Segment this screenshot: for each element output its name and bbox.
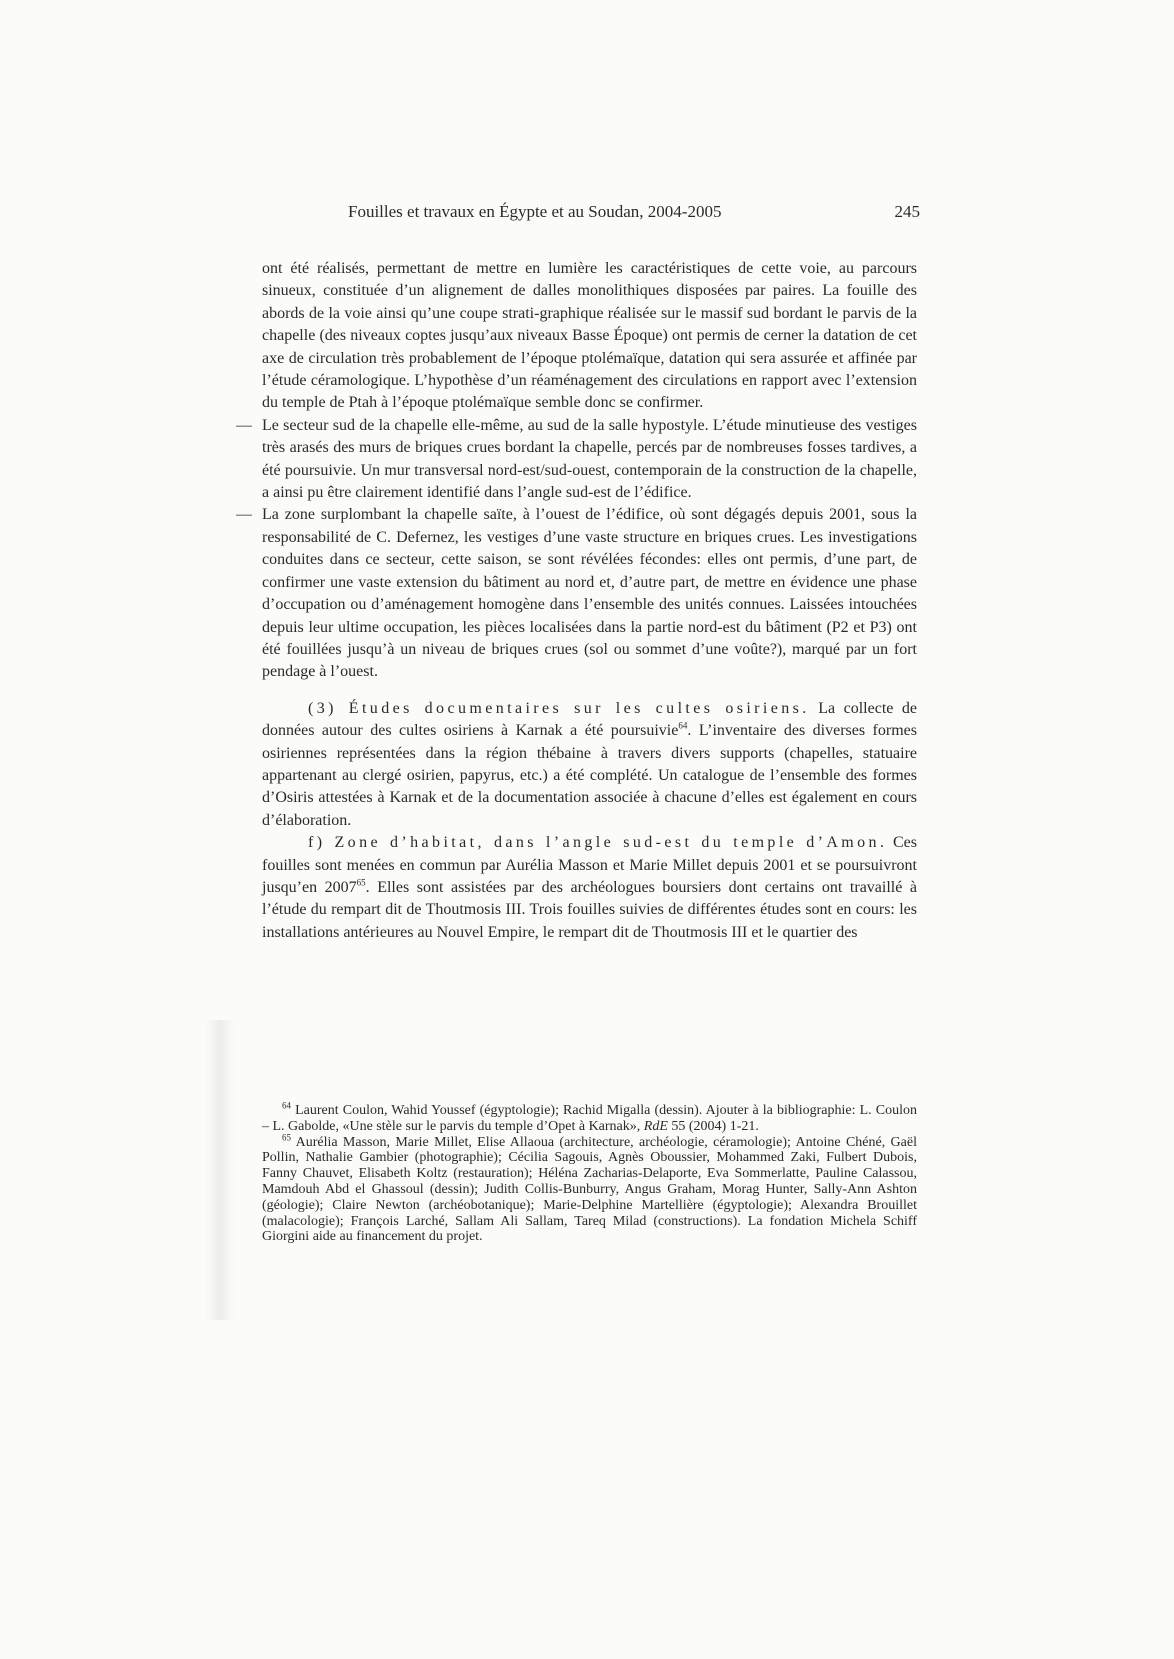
list-item-text: Le secteur sud de la chapelle elle-même, au sud de la salle hypostyle. L’étude minutieuse des vestiges très arasés des murs de briques crues bordant la chapelle, percés par de nombreuses fosses tardives, a été poursuivie. Un mur transversal nord-est/sud-ouest, contemporain de la construction de la chapelle, a ainsi pu être clairement identifié dans l’angle sud-est de l’édifice. (262, 416, 917, 502)
footnote-number: 65 (282, 1131, 291, 1142)
section-heading: (3) Études documentaires sur les cultes osiriens. (308, 699, 810, 717)
footnote-text: Aurélia Masson, Marie Millet, Elise Allaoua (architecture, archéologie, céramologie); Antoine Chéné, Gaël Pollin, Nathalie Gambier (photographie); Cécilia Sagouis, Agnès Oboussier, Mohammed Zaki, Fulbert Dubois, Fanny Chauvet, Elisabeth Koltz (restauration); Héléna Zacharias-Delaporte, Eva Sommerlatte, Pauline Calassou, Mamdouh Abd el Ghassoul (dessin); Judith Collis-Bunburry, Angus Graham, Morag Hunter, Sally-Ann Ashton (géologie); Claire Newton (archéobotanique); Marie-Delphine Martellière (égyptologie); Alexandra Brouillet (malacologie); François Larché, Sallam Ali Sallam, Tareq Milad (constructions). La fondation Michela Schiff Giorgini aide au financement du projet. (262, 1134, 917, 1245)
main-text (236, 258, 918, 944)
list-item-zone-surplombant (236, 504, 917, 683)
section-text: Ces fouilles sont menées en commun par Aurélia Masson et Marie Millet depuis 2001 et se poursuivront jusqu’en 2007 (262, 834, 917, 896)
dash-marker: — (236, 506, 252, 524)
scan-binding-shadow (205, 1020, 235, 1320)
footnote-text: Laurent Coulon, Wahid Youssef (égyptologie); Rachid Migalla (dessin). Ajouter à la bibliographie: L. Coulon – L. Gabolde, «Une stèle sur le parvis du temple d’Opet à Karnak», (262, 1103, 917, 1134)
section-text: . L’inventaire des diverses formes osiriennes représentées dans la région thébaine à travers divers supports (chapelles, statuaire appartenant au clergé osirien, papyrus, etc.) a été complété. Un catalogue de l’ensemble des formes d’Osiris attestées à Karnak et de la documentation associée à chacune d’elles est également en cours d’élaboration. (262, 722, 917, 829)
footnote-65 (262, 1131, 917, 1246)
footnotes (262, 1100, 917, 1245)
page-number: 245 (894, 202, 920, 221)
section-heading: f) Zone d’habitat, dans l’angle sud-est du temple d’Amon. (308, 834, 888, 852)
list-item-text: La zone surplombant la chapelle saïte, à l’ouest de l’édifice, où sont dégagés depuis 2001, sous la responsabilité de C. Defernez, les vestiges d’une vaste structure en briques crues. Les investigations conduites dans ce secteur, cette saison, se sont révélées fécondes: elles ont permis, d’une part, de confirmer une vaste extension du bâtiment au nord et, d’autre part, de mettre en évidence une phase d’occupation ou d’aménagement homogène dans l’ensemble des unités connues. Laissées intouchées depuis leur ultime occupation, les pièces localisées dans la partie nord-est du bâtiment (P2 et P3) ont été fouillées jusqu’à un niveau de briques crues (sol ou sommet d’une voûte?), marqué par un fort pendage à l’ouest. (262, 506, 917, 681)
footnote-number: 64 (282, 1100, 291, 1111)
paragraph-gap (262, 684, 917, 698)
footnote-ref-65[interactable]: 65 (356, 877, 366, 888)
list-item-sud-chapelle (236, 415, 917, 505)
footnote-64 (262, 1100, 917, 1135)
section-zone-habitat (262, 832, 917, 944)
section-etudes-documentaires (262, 698, 917, 832)
section-text: . Elles sont assistées par des archéologues boursiers dont certains ont travaillé à l’étude du rempart dit de Thoutmosis III. Trois fouilles suivies de différentes études sont en cours: les installations antérieures au Nouvel Empire, le rempart dit de Thoutmosis III et le quartier des (262, 878, 917, 941)
footnote-text: 55 (2004) 1-21. (667, 1118, 759, 1134)
section-text: La collecte de données autour des cultes osiriens à Karnak a été poursuivie (262, 699, 918, 740)
journal-abbrev: RdE (643, 1118, 668, 1134)
running-header (238, 196, 928, 228)
running-title: Fouilles et travaux en Égypte et au Soudan, 2004-2005 (348, 202, 722, 221)
dash-marker: — (236, 416, 252, 434)
paragraph-continuation: ont été réalisés, permettant de mettre en lumière les caractéristiques de cette voie, au parcours sinueux, constituée d’un alignement de dalles monolithiques disposées par paires. La fouille des abords de la voie ainsi qu’une coupe strati-graphique réalisée sur le massif sud bordant le parvis de la chapelle (des niveaux coptes jusqu’aux niveaux Basse Époque) ont permis de cerner la datation de cet axe de circulation très probablement de l’époque ptolémaïque, datation qui sera assurée et affinée par l’étude céramologique. L’hypothèse d’un réaménagement des circulations en rapport avec l’extension du temple de Ptah à l’époque ptolémaïque semble donc se confirmer. (262, 260, 917, 412)
footnote-ref-64[interactable]: 64 (678, 720, 688, 731)
